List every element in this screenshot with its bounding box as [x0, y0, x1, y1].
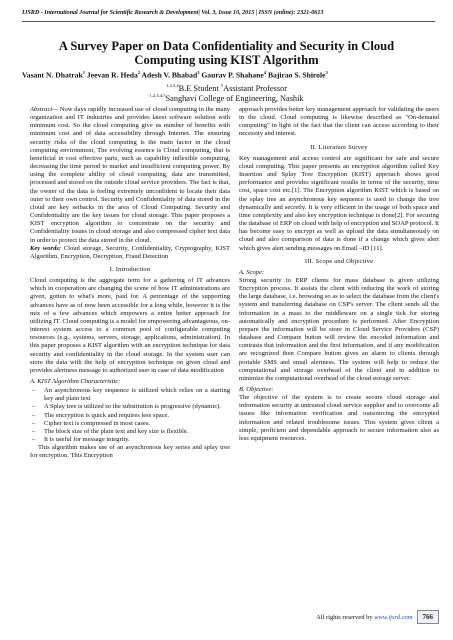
journal-header-text: IJSRD - International Journal for Scientific Research & Development| Vol. 3, Issue 10, 2015 | ISSN (online): 2321-0613: [22, 9, 324, 16]
affiliation-role-professor: Assistant Professor: [223, 83, 287, 93]
paper-title-line-2: Computing using KIST Algorithm: [134, 52, 319, 67]
scope-paragraph: Strong security to ERP clients for mass database is given utilizing Encryption process. It assists the client with reducing the work of storing the large database, i.e. browsing so as to select the database from the client's system and transferring database on CSP's server. The client sends all the information in a mass to the middleware on a single tick for storing automatically and encryption procedure is performed. After Encryption prepare the information will be store in Cloud Service Providers (CSP) database and Compare button will review the encoded information and contrasts that information and the first information, and if any modification are recognized then Compare button gives an alarm to clients through portable SMS and email alertness. The system will help to reduce the computational and storage overhead of the client and in addition to minimize the computational overhead of the cloud storage server.: [239, 276, 439, 382]
section-heading-scope-objective: III. Scope and Objective: [304, 257, 374, 265]
section-heading-literature-survey: II. Literature Survey: [310, 143, 368, 151]
list-item: – It is useful for message integrity.: [30, 436, 230, 444]
list-item: – Cipher text is compressed in most cases.: [30, 420, 230, 428]
introduction-paragraph: Cloud computing is the aggregate term for a gathering of IT advances which in cooperation are changing the scene of how IT administrations are given, gotten to what's more, paid for. A percentage of the supporting advances have as of now been accessible for a long while, however it is the mix of a few advances which empowers a entire better approach for utilizing IT. Cloud computing is a model for empowering advantageous, on-interest system access to a common pool of configurable computing resources (e.g., systems, servers, storage, applications, administration). In this paper proposes a KIST algorithm with an encryption technique for data security and confidentiality in the cloud storage. In the system user can store the data with the help of encryption technique on given cloud and provides alertness message to authorized user in case of data modification: [30, 277, 230, 374]
footer-site-link[interactable]: www.ijsrd.com: [374, 613, 413, 621]
paper-title: [30, 40, 423, 67]
author-sup: 5: [325, 70, 328, 75]
footer-rights: [316, 614, 412, 621]
paper-title-line-1: A Survey Paper on Data Confidentiality and Security in Cloud: [58, 39, 395, 53]
author-sup: 1: [82, 70, 85, 75]
abstract-text: Now days rapidly increased use of cloud computing in the many organization and IT industries and provides latest software solution with minimum cost. So the cloud computing give us number of benefits with minimum cost and of data accessibility through Internet. The ensuring security risks of the cloud computing is the main factor in the cloud computing environment, The evolving essence is Cloud computing, that is beneficial in cost effective parts, such as capability inflexible computing, decreasing the time period to market and insufficient computing power. By using the complete ability of cloud computing, data are transmitted, processed and stored on the outside cloud service providers. The fact is that, the owner of the data is feeling extremely unconfident to locate their data outer to their own control. Security and Confidentiality of data stored in the cloud are key setbacks in the area of Cloud Computing. Security and Confidentiality are the key issues for cloud storage. This paper proposes a KIST encryption algorithm to concentrate on the security and Confidentiality issues in cloud storage and also compressed cipher text data in order to protect the data stored in the cloud.: [30, 106, 230, 244]
keywords-label: Key words:: [30, 244, 62, 252]
author-name: Vasant N. Dhatrak: [22, 70, 83, 80]
affiliation-sup: 5: [220, 83, 224, 88]
literature-survey-paragraph: Key management and access control are significant for safe and secure cloud computing. This paper presents an encryption algorithm called Key Insertion and Splay Tree Encryption (KIST) approach shows good performance and provides significant results in terms of the security, time cost, space cost etc.[1]. The Encryption algorithm KIST which is based on the splay tree an asynchronous key sequence is used to change the tree dynamically and secretly. It is very efficient in the usage of both space and time complexity and also key encryption technique is done[2]. For securing the database of ERP on cloud with help of encryption and SOAP protocol. It has become easy to encrypt as well as upload the data simultaneously on cloud and also comparison of data is done if a change which gives alert which gives alert sending messages on Email –ID [11].: [239, 154, 439, 252]
author-list: [22, 70, 439, 80]
author-name: Bajirao S. Shirole: [267, 70, 326, 80]
author-name: Adesh V. Bhabad: [141, 70, 198, 80]
affiliation-institution: [0, 93, 453, 103]
kist-paragraph: This algorithm makes use of an asynchronous key series and splay tree for encryption. This Encryption: [30, 444, 230, 460]
right-column: [239, 106, 439, 443]
institution-name: Sanghavi College of Engineering, Nashik: [165, 93, 304, 103]
author-name: Jeevan R. Heda: [86, 70, 138, 80]
affiliation-sup: 1,2,3,4,5: [149, 93, 166, 98]
footer-text: All rights reserved by: [316, 613, 375, 621]
list-item: – The encryption is quick and requires less space.: [30, 412, 230, 420]
intro-continued-paragraph: approach provides better key management approach for validating the users in the cloud. Cloud computing is likewise described as "On-demand computing" in light of the fact that the client can access according to their necessity and interest.: [239, 106, 439, 138]
left-column: [30, 106, 230, 461]
keywords-text: Cloud storage, Security, Confidentiality, Cryptography, KIST Algorithm, Encryption, Decryption, Fraud Detection: [30, 244, 230, 260]
keywords: [30, 245, 230, 261]
affiliation-roles: [0, 83, 453, 93]
subsection-heading-kist-characteristic: A. KIST Algorithm Characteristic:: [30, 378, 121, 385]
journal-header: [22, 9, 435, 22]
abstract: [30, 106, 230, 245]
page-number: 766: [417, 610, 440, 624]
affiliation-role-students: B.E Student: [178, 83, 221, 93]
page-footer: [316, 610, 439, 624]
author-sup: 4: [263, 70, 267, 75]
abstract-label: Abstract—: [30, 106, 59, 113]
objective-paragraph: The objective of the system is to create secure cloud storage and information security at untrusted cloud service supplier and to overcome all issues like information verification and outsourcing the encrypted information and related troublesome issues. This system gives client a simple, proficient and dependable approach to secure information also as less equipment resources.: [239, 394, 439, 442]
author-name: Gaurav P. Shahane: [201, 70, 264, 80]
kist-characteristics-list: [30, 387, 230, 444]
author-sup: 2: [137, 70, 141, 75]
section-heading-introduction: I. Introduction: [109, 265, 151, 273]
list-item: – A Splay tree is utilized so the substitution is progressive (dynamic).: [30, 403, 230, 411]
list-item: – An asynchronous key sequence is utilized which relies on a starting key and plain text: [30, 387, 230, 403]
author-sup: 3: [197, 70, 200, 75]
list-item: – The block size of the plain text and key size is flexible.: [30, 428, 230, 436]
subsection-heading-scope: A. Scope:: [239, 268, 265, 276]
subsection-heading-objective: B. Objective:: [239, 386, 274, 393]
affiliation-sup: 1,2,3,4: [166, 83, 179, 88]
